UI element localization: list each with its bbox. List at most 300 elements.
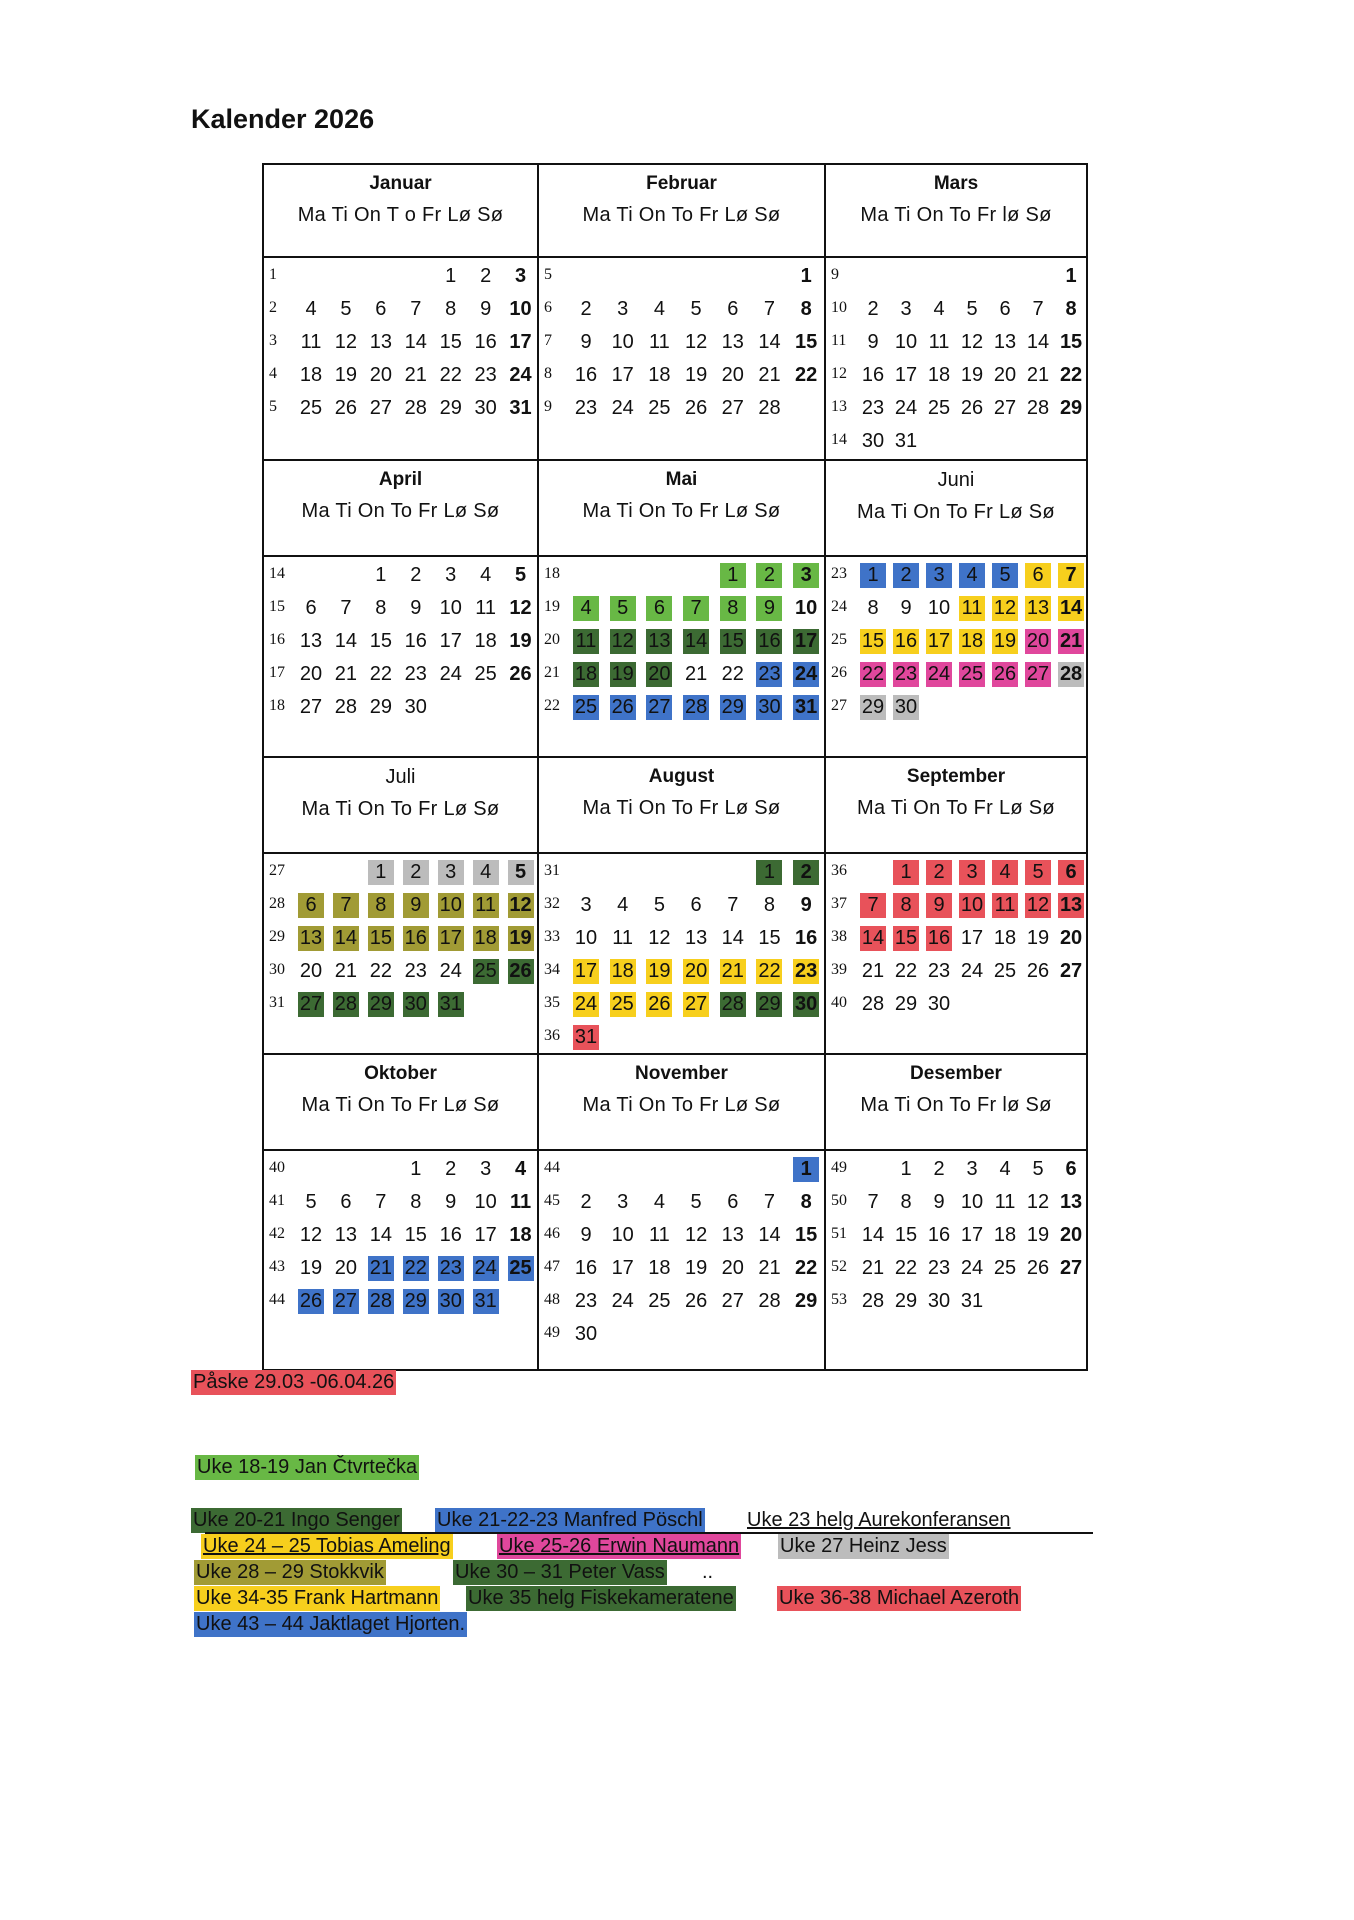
day-cell: 29: [894, 993, 918, 1015]
day-cell: 3: [438, 860, 464, 885]
week-number: 18: [269, 697, 285, 714]
week-number: 26: [831, 664, 847, 681]
day-cell: 24: [960, 1257, 984, 1279]
day-cell: 8: [800, 1191, 812, 1213]
week-number: 5: [544, 266, 552, 283]
day-cell: 15: [369, 927, 392, 949]
day-cell: 26: [648, 993, 671, 1015]
day-cell: 12: [509, 597, 532, 619]
month-header: [264, 1055, 537, 1151]
day-cell: 7: [727, 894, 739, 916]
day-cell: 21: [1059, 630, 1083, 652]
week-number: 6: [544, 299, 552, 316]
weekday-header: Ma Ti On To Fr Lø Sø: [582, 500, 781, 522]
day-cell: 26: [684, 1290, 708, 1312]
day-cell: 14: [334, 927, 358, 949]
day-cell: 10: [509, 298, 532, 320]
month-name: August: [648, 766, 715, 787]
day-cell: 13: [369, 331, 392, 353]
day-cell: 23: [574, 1290, 598, 1312]
day-cell: 29: [795, 1290, 818, 1312]
day-cell: 25: [648, 1290, 671, 1312]
day-cell: 27: [993, 397, 1017, 419]
day-cell: 18: [474, 630, 497, 652]
day-cell: 24: [611, 1290, 634, 1312]
day-cell: 30: [927, 1290, 951, 1312]
day-cell: 25: [509, 1257, 532, 1279]
day-cell: 10: [611, 331, 634, 353]
day-cell: 3: [900, 298, 912, 320]
month-header: [826, 758, 1086, 854]
day-cell: 20: [993, 364, 1017, 386]
day-cell: 28: [721, 993, 744, 1015]
day-cell: 22: [1059, 364, 1083, 386]
day-cell: 30: [861, 430, 885, 452]
day-cell: 5: [514, 564, 527, 586]
day-cell: 3: [480, 1158, 492, 1180]
legend-item-uke-34-35: Uke 34-35 Frank Hartmann: [196, 1587, 439, 1609]
week-number: 23: [831, 565, 847, 582]
week-number: 41: [269, 1192, 285, 1209]
day-cell: 11: [648, 1224, 670, 1246]
month-name: April: [378, 469, 423, 490]
week-number: 44: [269, 1291, 285, 1308]
legend-item-uke-35-helg: Uke 35 helg Fiskekameratene: [468, 1587, 734, 1609]
month-name: Januar: [369, 173, 432, 194]
day-cell: 28: [861, 993, 885, 1015]
legend-item-easter: Påske 29.03 -06.04.26: [193, 1371, 395, 1393]
week-number: 20: [544, 631, 560, 648]
week-number: 30: [269, 961, 285, 978]
day-cell: 17: [611, 364, 634, 386]
day-cell: 10: [894, 331, 918, 353]
day-cell: 31: [439, 993, 462, 1015]
legend-item-uke-23-helg: Uke 23 helg Aurekonferansen: [747, 1509, 1011, 1531]
month-header: [264, 165, 537, 258]
day-cell: 22: [861, 663, 885, 685]
week-number: 36: [544, 1027, 560, 1044]
day-cell: 30: [795, 993, 818, 1015]
week-number: 37: [831, 895, 847, 912]
day-cell: 29: [1059, 397, 1083, 419]
day-cell: 29: [439, 397, 462, 419]
week-number: 27: [831, 697, 847, 714]
day-cell: 3: [617, 298, 629, 320]
month-april: [262, 459, 539, 758]
day-cell: 9: [445, 1191, 457, 1213]
day-cell: 7: [1058, 563, 1084, 588]
day-cell: 24: [509, 364, 532, 386]
day-cell: 15: [404, 1224, 427, 1246]
day-cell: 29: [758, 993, 781, 1015]
week-number: 5: [269, 398, 277, 415]
day-cell: 15: [369, 630, 392, 652]
day-cell: 5: [992, 563, 1018, 588]
day-cell: 6: [727, 1191, 739, 1213]
day-cell: 11: [612, 927, 634, 949]
day-cell: 24: [795, 663, 818, 685]
month-september: [824, 756, 1088, 1055]
week-number: 24: [831, 598, 847, 615]
day-cell: 13: [1059, 1191, 1083, 1213]
day-cell: 27: [721, 397, 744, 419]
month-header: [826, 1055, 1086, 1151]
day-cell: 20: [299, 960, 323, 982]
day-cell: 27: [1059, 960, 1083, 982]
day-cell: 21: [369, 1257, 392, 1279]
day-cell: 13: [684, 927, 708, 949]
day-cell: 11: [300, 331, 322, 353]
day-cell: 27: [1026, 663, 1050, 685]
day-cell: 17: [509, 331, 532, 353]
day-cell: 11: [509, 1191, 532, 1213]
day-cell: 19: [993, 630, 1017, 652]
day-cell: 20: [299, 663, 323, 685]
week-number: 40: [831, 994, 847, 1011]
day-cell: 28: [1026, 397, 1050, 419]
day-cell: 27: [684, 993, 708, 1015]
day-cell: 7: [860, 893, 886, 918]
day-cell: 10: [795, 597, 818, 619]
legend-divider: [205, 1532, 1093, 1534]
day-cell: 14: [861, 1224, 885, 1246]
day-cell: 18: [927, 364, 951, 386]
legend-item-dots: ..: [702, 1561, 714, 1583]
day-cell: 26: [611, 696, 634, 718]
day-cell: 19: [1026, 1224, 1050, 1246]
day-cell: 15: [1059, 331, 1083, 353]
day-cell: 14: [758, 331, 781, 353]
week-number: 47: [544, 1258, 560, 1275]
weekday-header: Ma Ti On To Fr Lø Sø: [301, 798, 500, 820]
week-number: 3: [269, 332, 277, 349]
month-name: Mars: [933, 173, 979, 194]
day-cell: 19: [648, 960, 671, 982]
day-cell: 4: [653, 1191, 665, 1213]
week-number: 48: [544, 1291, 560, 1308]
day-cell: 30: [758, 696, 781, 718]
week-number: 7: [544, 332, 552, 349]
day-cell: 8: [893, 893, 919, 918]
day-cell: 11: [992, 893, 1018, 918]
day-cell: 5: [1032, 1158, 1044, 1180]
day-cell: 20: [334, 1257, 358, 1279]
day-cell: 29: [404, 1290, 427, 1312]
month-header: [264, 758, 537, 854]
weekday-header: Ma Ti On To Fr Lø Sø: [582, 204, 781, 226]
day-cell: 2: [410, 564, 422, 586]
day-cell: 12: [684, 1224, 708, 1246]
day-cell: 4: [933, 298, 945, 320]
day-cell: 16: [574, 364, 598, 386]
week-number: 46: [544, 1225, 560, 1242]
week-number: 13: [831, 398, 847, 415]
day-cell: 21: [1026, 364, 1050, 386]
week-number: 18: [544, 565, 560, 582]
day-cell: 17: [574, 960, 598, 982]
day-cell: 28: [684, 696, 708, 718]
week-number: 49: [544, 1324, 560, 1341]
day-cell: 18: [574, 663, 598, 685]
day-cell: 8: [445, 298, 457, 320]
month-oktober: [262, 1053, 539, 1371]
day-cell: 5: [1025, 860, 1051, 885]
legend-item-uke-24-25: Uke 24 – 25 Tobias Ameling: [203, 1535, 451, 1557]
legend-item-uke-25-26: Uke 25-26 Erwin Naumann: [499, 1535, 740, 1557]
day-cell: 1: [893, 860, 919, 885]
day-cell: 19: [611, 663, 634, 685]
day-cell: 7: [683, 596, 709, 621]
day-cell: 15: [861, 630, 885, 652]
day-cell: 21: [758, 1257, 781, 1279]
day-cell: 4: [653, 298, 665, 320]
day-cell: 19: [1026, 927, 1050, 949]
month-header: [826, 165, 1086, 258]
day-cell: 26: [993, 663, 1017, 685]
day-cell: 12: [684, 331, 708, 353]
day-cell: 7: [1032, 298, 1044, 320]
day-cell: 23: [474, 364, 497, 386]
day-cell: 21: [721, 960, 744, 982]
day-cell: 12: [509, 894, 532, 916]
day-cell: 23: [404, 663, 427, 685]
day-cell: 7: [763, 298, 776, 320]
day-cell: 28: [758, 397, 781, 419]
month-header: [539, 461, 824, 557]
day-cell: 8: [800, 298, 812, 320]
day-cell: 15: [721, 630, 744, 652]
day-cell: 22: [795, 1257, 818, 1279]
day-cell: 18: [509, 1224, 532, 1246]
day-cell: 26: [684, 397, 708, 419]
week-number: 9: [831, 266, 839, 283]
day-cell: 3: [617, 1191, 629, 1213]
day-cell: 8: [368, 893, 394, 918]
day-cell: 5: [610, 596, 636, 621]
day-cell: 11: [648, 331, 670, 353]
day-cell: 12: [1026, 894, 1050, 916]
day-cell: 7: [763, 1191, 776, 1213]
week-number: 14: [269, 565, 285, 582]
week-number: 14: [831, 431, 847, 448]
day-cell: 9: [756, 596, 782, 621]
day-cell: 6: [1025, 563, 1051, 588]
day-cell: 9: [580, 331, 592, 353]
day-cell: 16: [758, 630, 781, 652]
day-cell: 19: [334, 364, 358, 386]
week-number: 38: [831, 928, 847, 945]
day-cell: 22: [369, 663, 392, 685]
week-number: 16: [269, 631, 285, 648]
day-cell: 2: [926, 860, 952, 885]
day-cell: 17: [927, 630, 951, 652]
day-cell: 17: [960, 927, 984, 949]
legend-item-uke-20-21: Uke 20-21 Ingo Senger: [193, 1509, 400, 1531]
day-cell: 28: [334, 993, 358, 1015]
day-cell: 19: [299, 1257, 323, 1279]
day-cell: 21: [404, 364, 427, 386]
weekday-header: Ma Ti On To Fr lø Sø: [860, 1094, 1052, 1116]
week-number: 39: [831, 961, 847, 978]
legend-item-uke-18-19: Uke 18-19 Jan Čtvrtečka: [197, 1456, 418, 1478]
day-cell: 27: [369, 397, 392, 419]
day-cell: 2: [580, 298, 592, 320]
month-name: Februar: [646, 173, 717, 194]
day-cell: 9: [410, 597, 422, 619]
day-cell: 5: [690, 1191, 702, 1213]
day-cell: 2: [793, 860, 819, 885]
day-cell: 20: [721, 1257, 744, 1279]
day-cell: 21: [334, 960, 358, 982]
day-cell: 6: [690, 894, 702, 916]
week-number: 33: [544, 928, 560, 945]
day-cell: 14: [684, 630, 708, 652]
day-cell: 7: [375, 1191, 387, 1213]
day-cell: 4: [305, 298, 317, 320]
day-cell: 16: [574, 1257, 598, 1279]
legend-item-uke-21-23: Uke 21-22-23 Manfred Pöschl: [437, 1509, 703, 1531]
day-cell: 6: [1058, 860, 1084, 885]
legend-item-uke-28-29: Uke 28 – 29 Stokkvik: [196, 1561, 384, 1583]
weekday-header: Ma Ti On To Fr Lø Sø: [301, 1094, 500, 1116]
day-cell: 14: [369, 1224, 392, 1246]
week-number: 19: [544, 598, 560, 615]
day-cell: 14: [721, 927, 744, 949]
day-cell: 29: [861, 696, 885, 718]
day-cell: 21: [861, 1257, 885, 1279]
day-cell: 6: [298, 893, 324, 918]
day-cell: 11: [573, 629, 599, 654]
week-number: 22: [544, 697, 560, 714]
day-cell: 9: [403, 893, 429, 918]
day-cell: 26: [334, 397, 358, 419]
day-cell: 14: [1026, 331, 1050, 353]
day-cell: 4: [480, 564, 492, 586]
day-cell: 29: [721, 696, 744, 718]
day-cell: 19: [684, 364, 708, 386]
day-cell: 3: [793, 563, 819, 588]
month-name: Juni: [937, 469, 975, 491]
day-cell: 1: [368, 860, 394, 885]
month-november: [537, 1053, 826, 1371]
month-name: Oktober: [364, 1063, 437, 1084]
day-cell: 3: [445, 564, 457, 586]
day-cell: 12: [1026, 1191, 1050, 1213]
day-cell: 6: [646, 596, 672, 621]
day-cell: 24: [960, 960, 984, 982]
week-number: 2: [269, 299, 277, 316]
day-cell: 26: [299, 1290, 323, 1312]
day-cell: 12: [334, 331, 358, 353]
day-cell: 13: [299, 927, 323, 949]
week-number: 44: [544, 1159, 560, 1176]
week-number: 21: [544, 664, 560, 681]
day-cell: 2: [445, 1158, 457, 1180]
day-cell: 7: [410, 298, 422, 320]
day-cell: 10: [474, 1191, 497, 1213]
day-cell: 1: [800, 265, 812, 287]
day-cell: 25: [993, 1257, 1017, 1279]
month-mars: [824, 163, 1088, 461]
day-cell: 15: [894, 927, 918, 949]
day-cell: 25: [927, 397, 951, 419]
day-cell: 13: [299, 630, 323, 652]
day-cell: 17: [894, 364, 918, 386]
week-number: 27: [269, 862, 285, 879]
day-cell: 22: [404, 1257, 427, 1279]
day-cell: 14: [1059, 597, 1083, 619]
week-number: 8: [544, 365, 552, 382]
day-cell: 31: [474, 1290, 497, 1312]
day-cell: 14: [758, 1224, 781, 1246]
day-cell: 31: [795, 696, 818, 718]
day-cell: 6: [375, 298, 387, 320]
day-cell: 17: [795, 630, 818, 652]
week-number: 1: [269, 266, 277, 283]
week-number: 9: [544, 398, 552, 415]
day-cell: 27: [648, 696, 671, 718]
day-cell: 12: [993, 597, 1017, 619]
day-cell: 20: [721, 364, 744, 386]
day-cell: 3: [580, 894, 592, 916]
day-cell: 11: [473, 893, 499, 918]
day-cell: 1: [375, 564, 387, 586]
day-cell: 9: [867, 331, 879, 353]
day-cell: 1: [860, 563, 886, 588]
month-name: Desember: [910, 1063, 1002, 1084]
weekday-header: Ma Ti On To Fr lø Sø: [860, 204, 1052, 226]
day-cell: 7: [867, 1191, 879, 1213]
month-desember: [824, 1053, 1088, 1371]
day-cell: 17: [960, 1224, 984, 1246]
day-cell: 23: [861, 397, 885, 419]
day-cell: 16: [404, 630, 427, 652]
day-cell: 1: [756, 860, 782, 885]
day-cell: 31: [960, 1290, 984, 1312]
day-cell: 4: [992, 860, 1018, 885]
day-cell: 23: [927, 1257, 951, 1279]
week-number: 34: [544, 961, 560, 978]
page-title: Kalender 2026: [191, 104, 375, 134]
day-cell: 29: [369, 696, 392, 718]
day-cell: 23: [927, 960, 951, 982]
day-cell: 18: [299, 364, 323, 386]
day-cell: 10: [960, 1191, 984, 1213]
month-name: September: [906, 766, 1006, 787]
day-cell: 9: [926, 893, 952, 918]
day-cell: 19: [509, 927, 532, 949]
month-januar: [262, 163, 539, 461]
weekday-header: Ma Ti On To Fr Lø Sø: [582, 797, 781, 819]
day-cell: 23: [574, 397, 598, 419]
day-cell: 23: [795, 960, 818, 982]
week-number: 35: [544, 994, 560, 1011]
day-cell: 20: [1059, 927, 1083, 949]
legend-item-uke-27: Uke 27 Heinz Jess: [780, 1535, 947, 1557]
day-cell: 15: [894, 1224, 918, 1246]
day-cell: 30: [474, 397, 497, 419]
month-name: November: [635, 1063, 728, 1084]
day-cell: 2: [580, 1191, 592, 1213]
day-cell: 18: [648, 364, 671, 386]
legend-item-uke-30-31: Uke 30 – 31 Peter Vass: [455, 1561, 665, 1583]
day-cell: 27: [721, 1290, 744, 1312]
day-cell: 8: [720, 596, 746, 621]
day-cell: 16: [795, 927, 818, 949]
month-mai: [537, 459, 826, 758]
day-cell: 2: [403, 860, 429, 885]
day-cell: 30: [894, 696, 918, 718]
